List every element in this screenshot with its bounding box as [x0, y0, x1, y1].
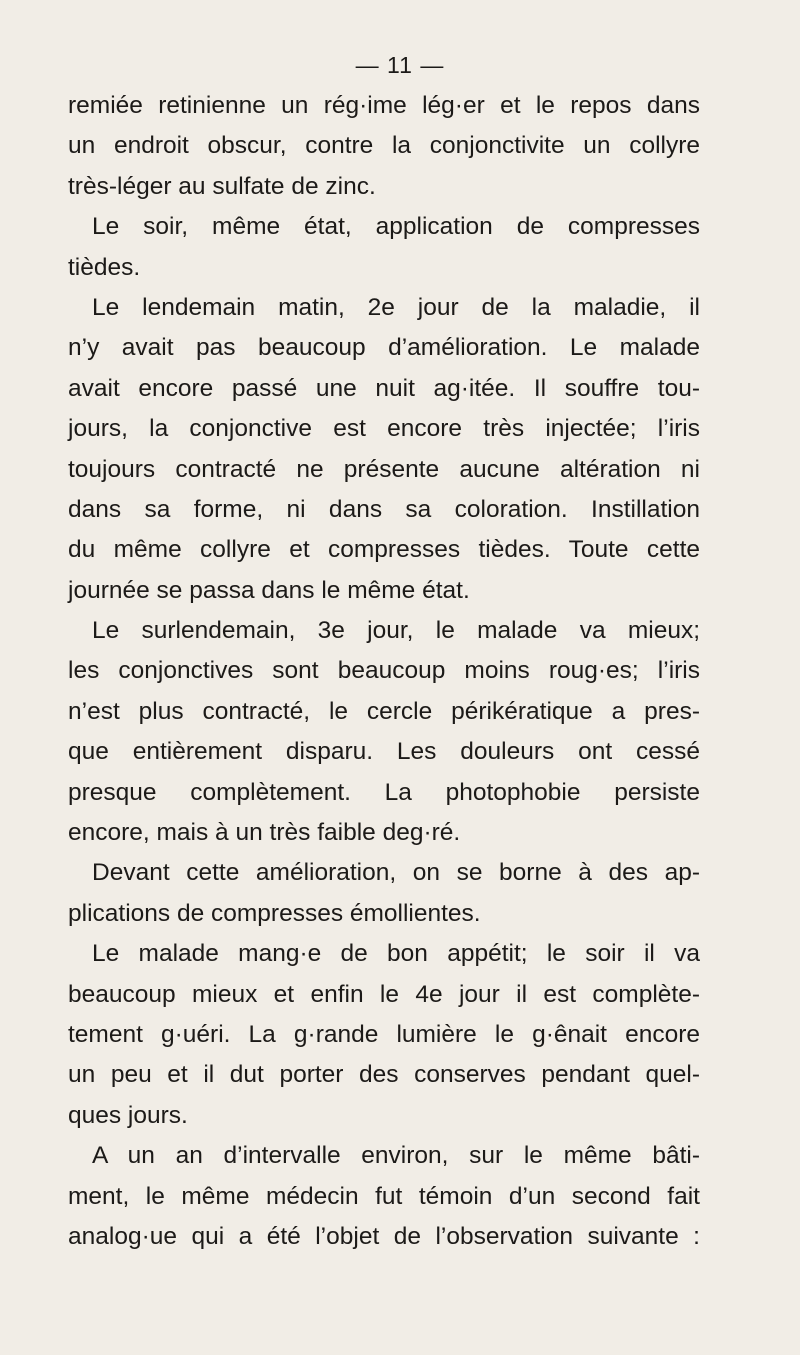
text-line: que entièrement disparu. Les douleurs ont cessé: [68, 738, 700, 766]
page-number: — 11 —: [355, 52, 445, 78]
text-line: tement g·uéri. La g·rande lumière le g·ênait encore: [68, 1020, 700, 1048]
text-line: journée se passa dans le même état.: [68, 576, 470, 604]
text-line: tièdes.: [68, 253, 141, 281]
text-line: plications de compresses émollientes.: [68, 899, 481, 927]
text-line: toujours contracté ne présente aucune altération ni: [68, 455, 700, 483]
text-line: presque complètement. La photophobie persiste: [68, 778, 700, 806]
text-line: encore, mais à un très faible deg·ré.: [68, 819, 461, 847]
text-line: n’est plus contracté, le cercle périkératique a pres-: [68, 697, 700, 725]
text-line: très-léger au sulfate de zinc.: [68, 172, 376, 200]
text-line: Le soir, même état, application de compresses: [92, 213, 700, 241]
text-line: A un an d’intervalle environ, sur le même bâti-: [92, 1142, 700, 1170]
text-line: Devant cette amélioration, on se borne à des ap-: [92, 859, 700, 887]
text-line: dans sa forme, ni dans sa coloration. Instillation: [68, 495, 700, 523]
text-line: ment, le même médecin fut témoin d’un second fait: [68, 1182, 700, 1210]
text-line: jours, la conjonctive est encore très injectée; l’iris: [68, 415, 700, 443]
text-line: remiée retinienne un rég·ime lég·er et le repos dans: [68, 92, 700, 119]
text-line: Le surlendemain, 3e jour, le malade va mieux;: [92, 617, 700, 645]
text-line: Le lendemain matin, 2e jour de la maladie, il: [92, 293, 700, 321]
text-line: du même collyre et compresses tièdes. Toute cette: [68, 536, 700, 564]
text-line: un endroit obscur, contre la conjonctivite un collyre: [68, 132, 700, 160]
text-line: Le malade mang·e de bon appétit; le soir il va: [92, 940, 700, 968]
text-line: les conjonctives sont beaucoup moins roug·es; l’iris: [68, 657, 700, 685]
text-line: beaucoup mieux et enfin le 4e jour il est complète-: [68, 980, 700, 1008]
text-line: ques jours.: [68, 1101, 188, 1129]
text-line: analog·ue qui a été l’objet de l’observation suivante :: [68, 1222, 700, 1250]
text-line: n’y avait pas beaucoup d’amélioration. Le malade: [68, 334, 700, 362]
text-line: un peu et il dut porter des conserves pendant quel-: [68, 1061, 700, 1089]
text-line: avait encore passé une nuit ag·itée. Il souffre tou-: [68, 374, 700, 402]
body-text: [68, 86, 700, 1257]
